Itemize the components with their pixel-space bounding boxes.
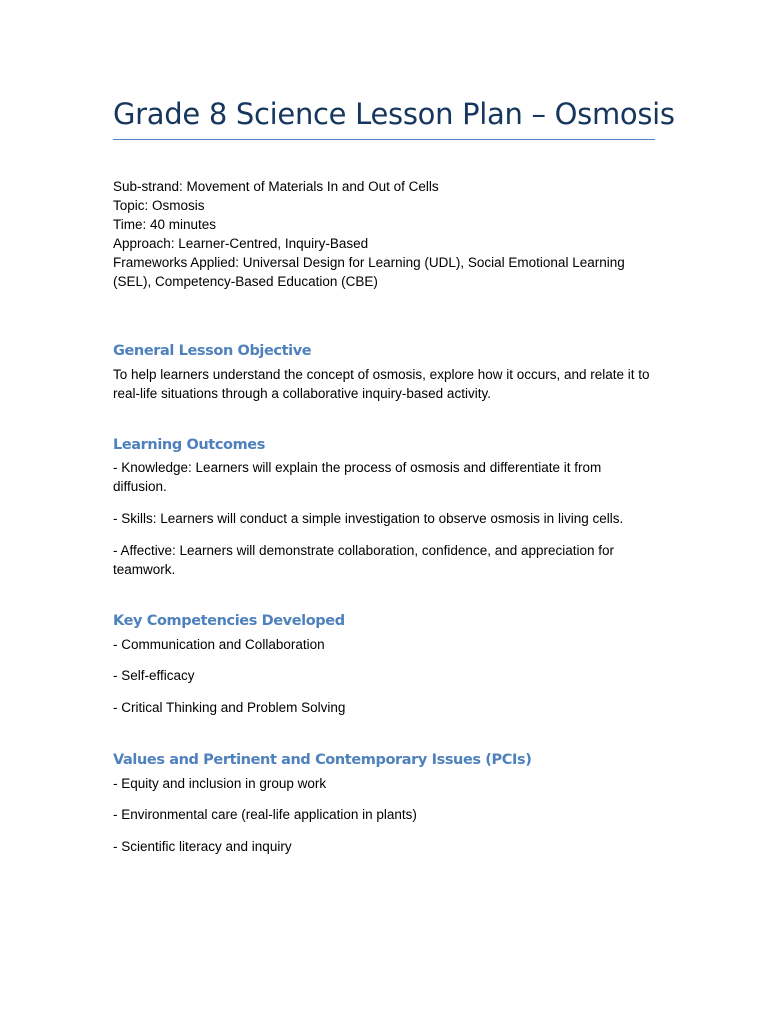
outcome-item: - Affective: Learners will demonstrate collaboration, confidence, and appreciation for teamwork. [113,543,615,577]
competencies-heading: Key Competencies Developed [113,613,345,629]
meta-approach: Approach: Learner-Centred, Inquiry-Based [113,236,369,251]
value-item: - Scientific literacy and inquiry [113,839,292,854]
objective-heading: General Lesson Objective [113,343,312,359]
page-title: Grade 8 Science Lesson Plan – Osmosis [113,97,675,131]
title-underline [113,139,655,140]
meta-topic: Topic: Osmosis [113,198,205,213]
meta-frameworks: Frameworks Applied: Universal Design for Learning (UDL), Social Emotional Learning (SEL), Competency-Based Education (CBE) [113,255,625,289]
values-heading: Values and Pertinent and Contemporary Issues (PCIs) [113,752,532,768]
outcome-item: - Skills: Learners will conduct a simple investigation to observe osmosis in living cells. [113,511,624,526]
meta-sub-strand: Sub-strand: Movement of Materials In and Out of Cells [113,179,439,194]
objective-text: To help learners understand the concept of osmosis, explore how it occurs, and relate it to real-life situations through a collaborative inquiry-based activity. [113,367,650,401]
outcome-item: - Knowledge: Learners will explain the process of osmosis and differentiate it from diffusion. [113,460,602,494]
meta-time: Time: 40 minutes [113,217,217,232]
competency-item: - Self-efficacy [113,668,195,683]
value-item: - Environmental care (real-life application in plants) [113,807,417,822]
outcomes-heading: Learning Outcomes [113,437,265,453]
value-item: - Equity and inclusion in group work [113,776,327,791]
competency-item: - Critical Thinking and Problem Solving [113,700,346,715]
lesson-meta [113,177,655,291]
competency-item: - Communication and Collaboration [113,637,325,652]
